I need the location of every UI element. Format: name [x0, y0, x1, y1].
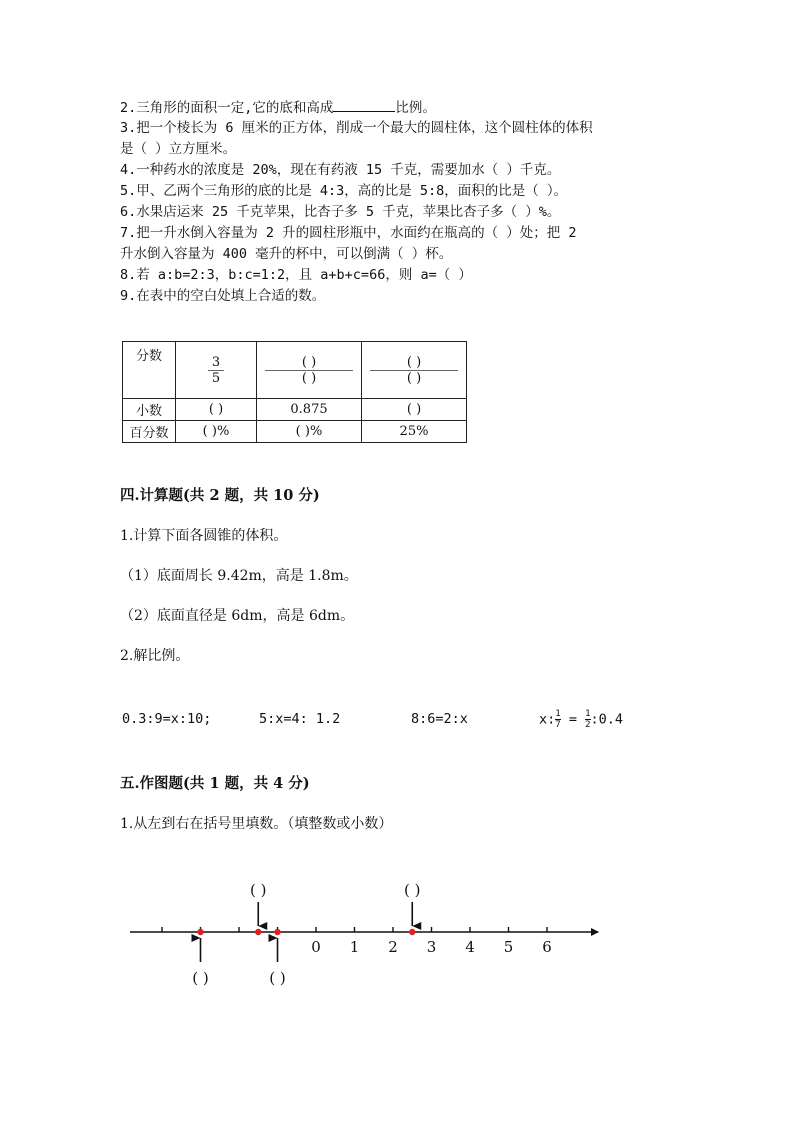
- tick-label: 2: [388, 938, 398, 956]
- question-5: 5.甲、乙两个三角形的底的比是 4:3，高的比是 5:8，面积的比是（ ）。: [120, 183, 568, 199]
- fraction-numerator: 3: [211, 354, 221, 370]
- section-4-question-2: 2.解比例。: [120, 648, 190, 664]
- tick-label: 4: [465, 938, 475, 956]
- question-8: 8.若 a:b=2:3，b:c=1:2，且 a+b+c=66，则 a=（ ）: [120, 267, 472, 283]
- question-9: 9.在表中的空白处填上合适的数。: [120, 288, 326, 304]
- tick-label: 6: [542, 938, 552, 956]
- fraction-denominator: 7: [555, 720, 561, 730]
- fraction-numerator: ( ): [406, 354, 422, 370]
- answer-blank[interactable]: ( ): [269, 969, 286, 987]
- question-3-line-1: 3.把一个棱长为 6 厘米的正方体，削成一个最大的圆柱体，这个圆柱体的体积: [120, 120, 593, 136]
- equals-sign: =: [560, 711, 586, 728]
- fraction-blank[interactable]: [370, 355, 458, 386]
- answer-blank[interactable]: ( ): [192, 969, 209, 987]
- marked-point: [409, 929, 415, 935]
- section-4-heading: 四.计算题(共 2 题，共 10 分): [120, 487, 320, 504]
- answer-blank[interactable]: [333, 97, 395, 112]
- answer-blank[interactable]: ( ): [404, 881, 421, 899]
- question-2-text: 2.三角形的面积一定,它的底和高成: [120, 100, 334, 116]
- percent-cell-3: 25%: [362, 421, 467, 443]
- fraction-numerator: 1: [555, 709, 561, 719]
- equation-4: [539, 709, 623, 730]
- fraction-cell-3[interactable]: [362, 342, 467, 399]
- question-2-suffix: 比例。: [395, 100, 436, 116]
- question-4: 4.一种药水的浓度是 20%，现在有药液 15 千克，需要加水（ ）千克。: [120, 162, 561, 178]
- fraction-cell-2[interactable]: [257, 342, 362, 399]
- equation-4-part: x:: [539, 711, 556, 728]
- answer-blank[interactable]: ( ): [250, 881, 267, 899]
- tick-label: 0: [311, 938, 321, 956]
- number-line-ticks: [143, 927, 552, 956]
- marked-point: [255, 929, 261, 935]
- decimal-cell-3[interactable]: ( ): [362, 399, 467, 421]
- section-5-question-1: 1.从左到右在括号里填数。（填整数或小数）: [120, 816, 393, 832]
- section-4-question-1a: （1）底面周长 9.42m，高是 1.8m。: [120, 568, 358, 584]
- fraction-denominator: ( ): [265, 370, 353, 386]
- decimal-cell-2: 0.875: [257, 399, 362, 421]
- decimal-cell-1[interactable]: ( ): [176, 399, 257, 421]
- marked-point: [197, 929, 203, 935]
- fraction-3-5: [208, 355, 224, 386]
- fraction-denominator: 2: [585, 720, 591, 730]
- question-3-line-2: 是（ ）立方厘米。: [120, 141, 237, 157]
- number-line-points: [192, 881, 420, 987]
- equation-3: 8:6=2:x: [411, 711, 468, 727]
- tick-label: 5: [503, 938, 514, 956]
- equation-1: 0.3:9=x:10;: [122, 711, 212, 727]
- row-label-fraction: 分数: [123, 342, 176, 399]
- question-7-line-2: 升水倒入容量为 400 毫升的杯中，可以倒满（ ）杯。: [120, 246, 453, 262]
- row-label-percent: 百分数: [123, 421, 176, 443]
- conversion-table: [122, 341, 467, 443]
- question-7-line-1: 7.把一升水倒入容量为 2 升的圆柱形瓶中，水面约在瓶高的（ ）处；把 2: [120, 225, 577, 241]
- fraction-numerator: 1: [585, 709, 591, 719]
- section-4-question-1b: （2）底面直径是 6dm，高是 6dm。: [120, 608, 355, 624]
- section-4-question-1: 1.计算下面各圆锥的体积。: [120, 528, 288, 544]
- fraction-cell-1: [176, 342, 257, 399]
- fraction-blank[interactable]: [265, 355, 353, 386]
- question-2: [120, 97, 436, 118]
- fraction-denominator: 5: [208, 370, 224, 386]
- percent-cell-1[interactable]: ( )%: [176, 421, 257, 443]
- question-6: 6.水果店运来 25 千克苹果，比杏子多 5 千克，苹果比杏子多（ ）%。: [120, 204, 561, 220]
- percent-cell-2[interactable]: ( )%: [257, 421, 362, 443]
- fraction-denominator: ( ): [370, 370, 458, 386]
- fraction-numerator: ( ): [301, 354, 317, 370]
- tick-label: 1: [349, 938, 360, 956]
- equation-2: 5:x=4: 1.2: [259, 711, 341, 727]
- marked-point: [274, 929, 280, 935]
- row-label-decimal: 小数: [123, 399, 176, 421]
- tick-label: 3: [426, 938, 437, 956]
- equation-4-part: :0.4: [590, 711, 624, 728]
- section-5-heading: 五.作图题(共 1 题，共 4 分): [120, 775, 310, 792]
